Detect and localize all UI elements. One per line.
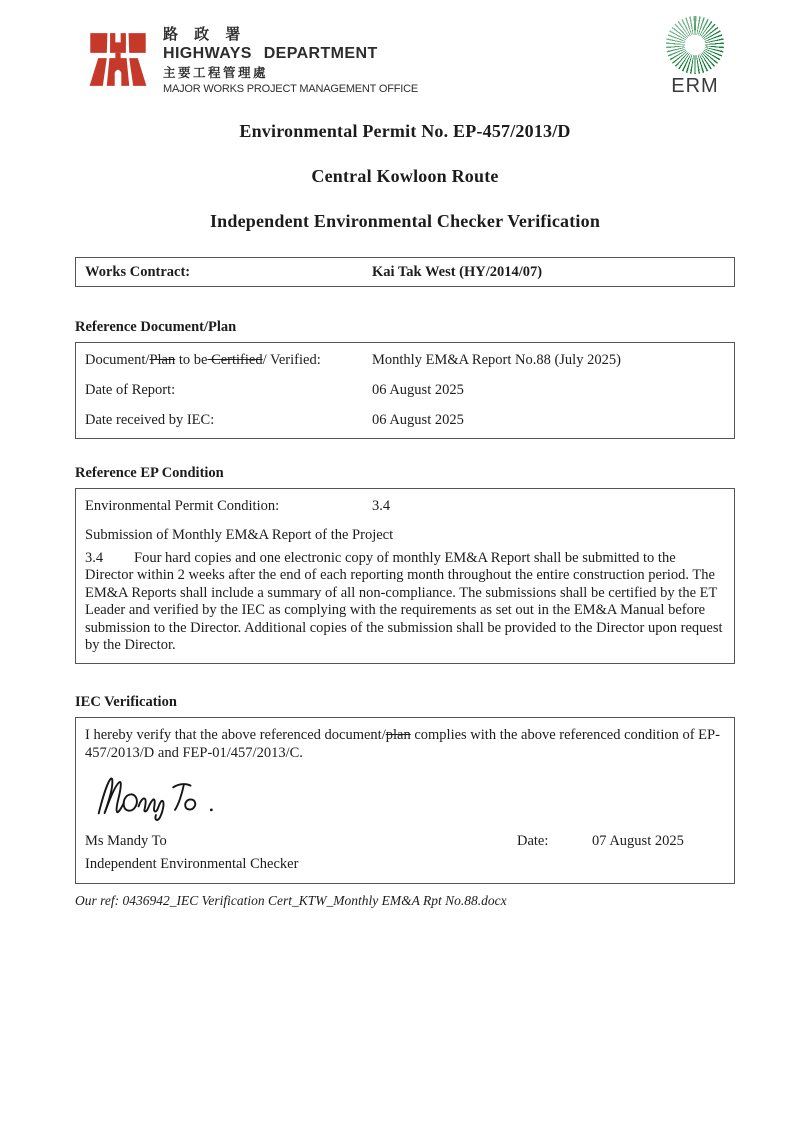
ep-condition-label: Environmental Permit Condition: bbox=[85, 498, 280, 514]
ep-condition-clause bbox=[85, 550, 725, 654]
works-contract-box bbox=[75, 257, 735, 287]
office-name-english: MAJOR WORKS PROJECT MANAGEMENT OFFICE bbox=[163, 83, 418, 95]
ep-condition-row bbox=[85, 497, 725, 515]
iec-verification-heading: IEC Verification bbox=[75, 694, 177, 711]
reference-ep-condition-box bbox=[75, 488, 735, 664]
clause-number: 3.4 bbox=[85, 550, 104, 566]
date-of-report-value: 06 August 2025 bbox=[372, 382, 464, 398]
header-highways-department bbox=[85, 26, 418, 96]
erm-wordmark: ERM bbox=[671, 75, 719, 97]
erm-logo bbox=[660, 16, 730, 98]
signatory-name: Ms Mandy To bbox=[85, 833, 167, 850]
verification-statement: I hereby verify that the above referenced document/plan complies with the above referenced condition of EP-457/2013/D and FEP-01/457/2013/C. bbox=[85, 727, 720, 761]
document-type-title: Independent Environmental Checker Verification bbox=[209, 211, 601, 231]
signatory-row bbox=[85, 832, 725, 850]
document-to-be-verified-label: Document/Plan to be Certified/ Verified: bbox=[85, 352, 321, 368]
office-name-chinese: 主要工程管理處 bbox=[163, 66, 269, 80]
date-received-row bbox=[85, 411, 725, 429]
struck-word-plan: Plan bbox=[149, 352, 176, 368]
department-name-chinese: 路 政 署 bbox=[163, 26, 247, 43]
document-to-be-verified-row bbox=[85, 351, 725, 369]
reference-document-box bbox=[75, 342, 735, 439]
date-of-report-label: Date of Report: bbox=[85, 382, 176, 398]
date-label: Date: bbox=[517, 833, 549, 850]
project-title: Central Kowloon Route bbox=[311, 166, 499, 186]
date-received-value: 06 August 2025 bbox=[372, 412, 464, 428]
document-body bbox=[75, 112, 735, 909]
signature-image bbox=[91, 770, 226, 822]
reference-document-heading: Reference Document/Plan bbox=[75, 319, 237, 335]
our-ref-line: Our ref: 0436942_IEC Verification Cert_KTW_Monthly EM&A Rpt No.88.docx bbox=[75, 893, 507, 909]
reference-ep-condition-heading: Reference EP Condition bbox=[75, 465, 224, 481]
ep-condition-value: 3.4 bbox=[372, 498, 391, 514]
document-to-be-verified-value: Monthly EM&A Report No.88 (July 2025) bbox=[372, 352, 621, 368]
iec-verification-box bbox=[75, 717, 735, 884]
struck-word-certified: Certified bbox=[207, 352, 263, 368]
highways-department-logo-icon bbox=[85, 26, 151, 93]
works-contract-value: Kai Tak West (HY/2014/07) bbox=[372, 264, 543, 280]
struck-word-plan-2: plan bbox=[385, 727, 411, 744]
signatory-title: Independent Environmental Checker bbox=[85, 856, 299, 873]
date-received-label: Date received by IEC: bbox=[85, 412, 215, 428]
erm-starburst-icon bbox=[666, 16, 724, 74]
clause-text: Four hard copies and one electronic copy of monthly EM&A Report shall be submitted to the Director within 2 weeks after the end of each reporting month throughout the entire construction period. The EM&A Reports shall include a summary of all non-compliance. The submissions shall be certified by the ET Leader and verified by the IEC as complying with the requirements as set out in the EM&A Manual before submission to the Director. Additional copies of the submission shall be provided to the Director upon request by the Director. bbox=[85, 550, 723, 654]
department-name-english: HIGHWAYS DEPARTMENT bbox=[163, 45, 378, 62]
works-contract-label: Works Contract: bbox=[85, 264, 191, 280]
department-name-block bbox=[163, 26, 418, 96]
date-of-report-row bbox=[85, 381, 725, 399]
ep-condition-subject: Submission of Monthly EM&A Report of the Project bbox=[85, 527, 394, 543]
date-value: 07 August 2025 bbox=[592, 833, 684, 850]
permit-number-title: Environmental Permit No. EP-457/2013/D bbox=[239, 121, 571, 141]
